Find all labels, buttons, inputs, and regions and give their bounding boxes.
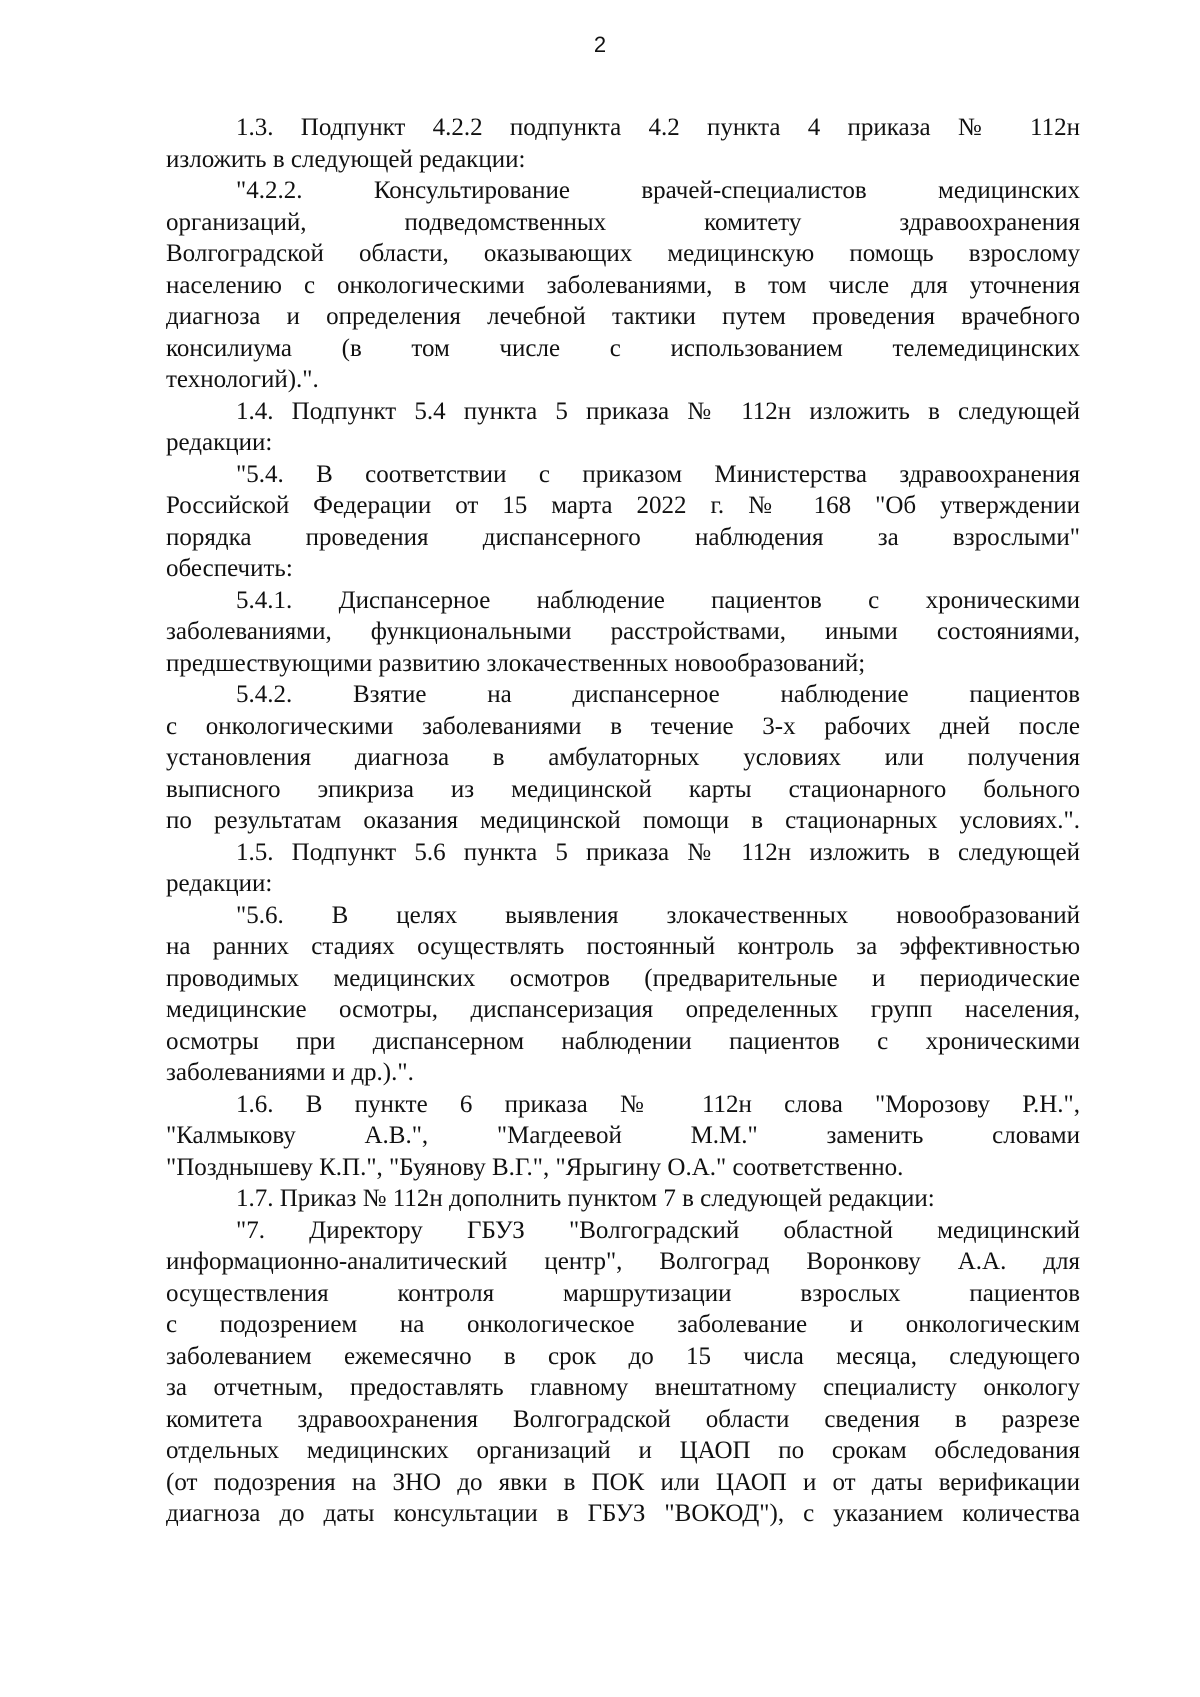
text-line: с онкологическими заболеваниями в течение 3-х рабочих дней после <box>166 712 1080 740</box>
text-line: предшествующими развитию злокачественных новообразований; <box>166 649 866 677</box>
page-number: 2 <box>593 32 607 57</box>
text-line: по результатам оказания медицинской помощи в стационарных условиях.". <box>166 807 1080 834</box>
text-line: отдельных медицинских организаций и ЦАОП по срокам обследования <box>166 1437 1080 1464</box>
text-line: на ранних стадиях осуществлять постоянный контроль за эффективностью <box>166 933 1080 960</box>
text-line: осмотры при диспансерном наблюдении пациентов с хроническими <box>166 1027 1080 1055</box>
document-body <box>166 112 1080 1530</box>
text-line: 1.5. Подпункт 5.6 пункта 5 приказа № 112н изложить в следующей <box>236 838 1080 866</box>
text-line: заболеваниями и др.).". <box>166 1059 414 1086</box>
text-line: изложить в следующей редакции: <box>166 145 526 173</box>
text-line: "Калмыкову А.В.", "Магдеевой М.М." заменить словами <box>166 1122 1080 1149</box>
text-line: заболеваниями, функциональными расстройствами, иными состояниями, <box>166 618 1080 645</box>
text-line: редакции: <box>166 870 273 897</box>
text-line: 1.4. Подпункт 5.4 пункта 5 приказа № 112н изложить в следующей <box>236 397 1080 425</box>
text-line: "5.4. В соответствии с приказом Министерства здравоохранения <box>236 460 1080 488</box>
text-line: Волгоградской области, оказывающих медицинскую помощь взрослому <box>166 240 1080 267</box>
text-line: 5.4.2. Взятие на диспансерное наблюдение пациентов <box>236 681 1080 708</box>
text-line: консилиума (в том числе с использованием телемедицинских <box>166 334 1080 362</box>
text-line: информационно-аналитический центр", Волгоград Воронкову А.А. для <box>166 1248 1080 1275</box>
text-line: "4.2.2. Консультирование врачей-специалистов медицинских <box>236 177 1080 204</box>
text-line: (от подозрения на ЗНО до явки в ПОК или ЦАОП и от даты верификации <box>166 1468 1080 1496</box>
text-line: обеспечить: <box>166 555 293 582</box>
text-line: "Позднышеву К.П.", "Буянову В.Г.", "Ярыгину О.А." соответственно. <box>166 1153 904 1181</box>
text-line: технологий).". <box>166 366 319 393</box>
text-line: 5.4.1. Диспансерное наблюдение пациентов с хроническими <box>236 586 1080 614</box>
text-line: установления диагноза в амбулаторных условиях или получения <box>166 744 1080 771</box>
text-line: порядка проведения диспансерного наблюдения за взрослыми" <box>166 523 1080 551</box>
text-line: диагноза до даты консультации в ГБУЗ "ВОКОД"), с указанием количества <box>166 1500 1080 1527</box>
text-line: "7. Директору ГБУЗ "Волгоградский областной медицинский <box>236 1216 1080 1244</box>
text-line: заболеванием ежемесячно в срок до 15 числа месяца, следующего <box>166 1342 1080 1370</box>
text-line: диагноза и определения лечебной тактики путем проведения врачебного <box>166 303 1080 330</box>
text-line: организаций, подведомственных комитету здравоохранения <box>166 208 1080 236</box>
text-line: проводимых медицинских осмотров (предварительные и периодические <box>166 964 1080 992</box>
text-line: редакции: <box>166 429 273 456</box>
text-line: "5.6. В целях выявления злокачественных новообразований <box>236 901 1080 929</box>
text-line: за отчетным, предоставлять главному внештатному специалисту онкологу <box>166 1374 1080 1401</box>
text-line: 1.7. Приказ № 112н дополнить пунктом 7 в следующей редакции: <box>236 1185 935 1212</box>
text-line: Российской Федерации от 15 марта 2022 г. № 168 "Об утверждении <box>166 492 1080 519</box>
text-line: населению с онкологическими заболеваниями, в том числе для уточнения <box>166 271 1080 299</box>
text-line: осуществления контроля маршрутизации взрослых пациентов <box>166 1279 1080 1307</box>
text-line: медицинские осмотры, диспансеризация определенных групп населения, <box>166 996 1080 1023</box>
text-line: с подозрением на онкологическое заболевание и онкологическим <box>166 1311 1080 1338</box>
text-line: 1.3. Подпункт 4.2.2 подпункта 4.2 пункта 4 приказа № 112н <box>236 114 1080 141</box>
text-line: комитета здравоохранения Волгоградской области сведения в разрезе <box>166 1405 1080 1433</box>
text-line: 1.6. В пункте 6 приказа № 112н слова "Морозову Р.Н.", <box>236 1090 1080 1118</box>
text-line: выписного эпикриза из медицинской карты стационарного больного <box>166 775 1080 803</box>
